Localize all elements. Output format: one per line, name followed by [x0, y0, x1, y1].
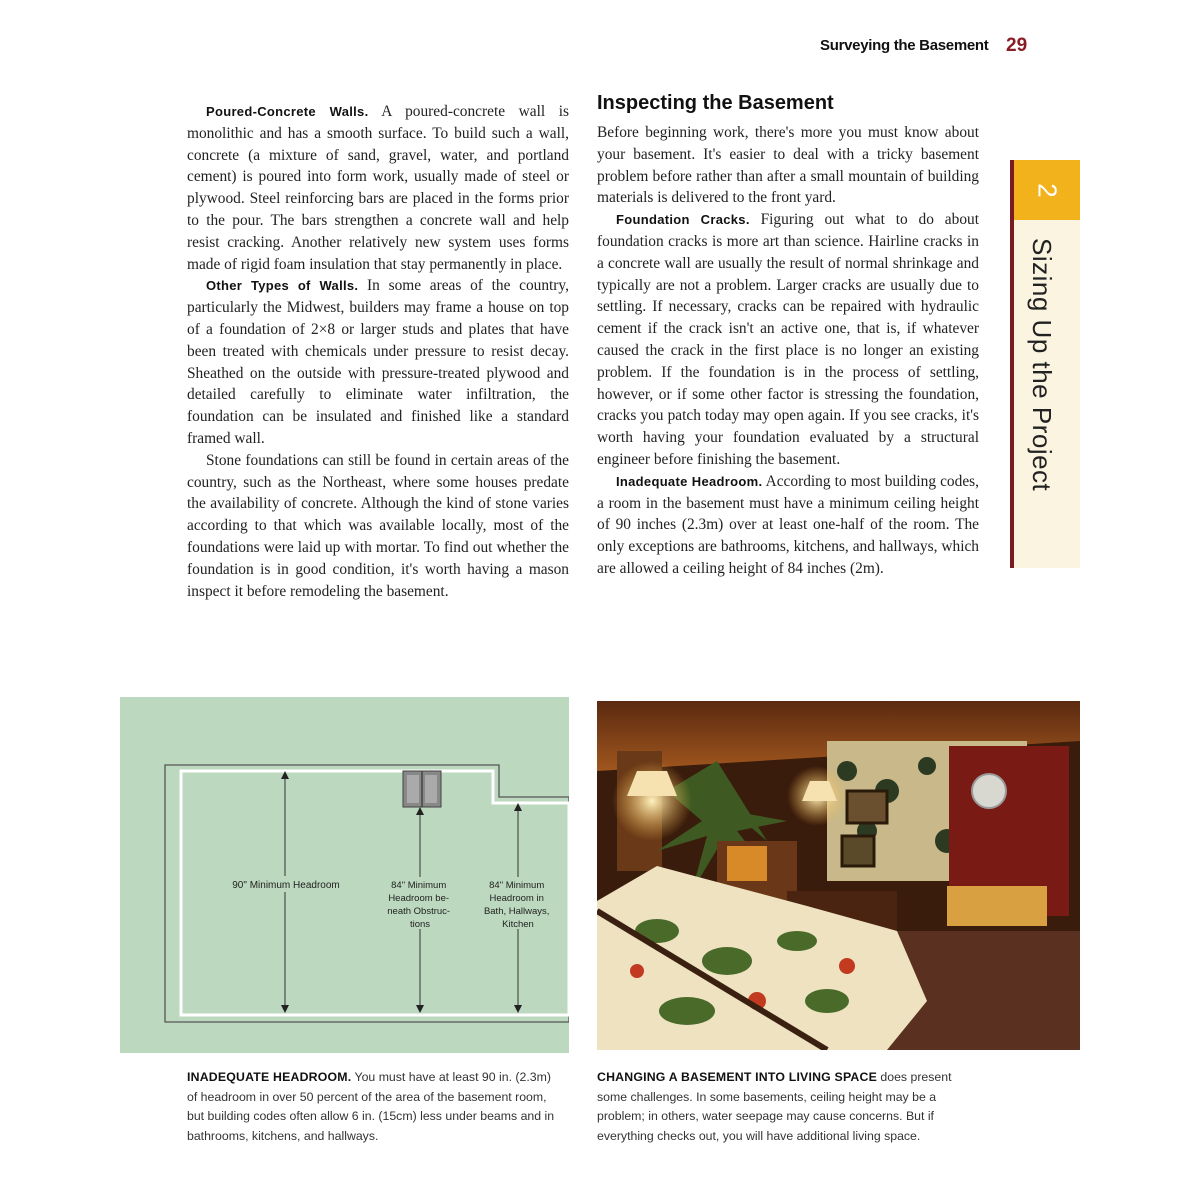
floor-plan-svg	[120, 697, 569, 1053]
living-room-photo	[597, 701, 1080, 1050]
lead-other-walls: Other Types of Walls.	[206, 278, 359, 294]
caption-living-space-body: does present some challenges. In some basements, ceiling height may be a problem; in others, water seepage may cause concerns. But if everything checks out, you will have additional living space.	[597, 1070, 952, 1143]
paragraph-intro: Before beginning work, there's more you must know about your basement. It's easier to deal with a tricky basement problem before rather than after a small mountain of building materials is delivered to the front yard.	[597, 124, 979, 207]
body-other-walls: In some areas of the country, particularly the Midwest, builders may frame a house on top of a foundation of 2×8 or larger studs and plates that have been treated with chemicals under pressure to resist decay. Sheathed on the outside with pressure-treated plywood and detailed carefully to eliminate water infiltration, the foundation can be insulated and finished like a standard framed wall.	[187, 277, 569, 447]
plaid-pillow	[727, 846, 767, 881]
lead-poured-concrete: Poured-Concrete Walls.	[206, 104, 369, 119]
arrow-obstruction-top	[416, 807, 424, 815]
photo-svg	[597, 701, 1080, 1050]
arrow-main-bottom	[281, 1005, 289, 1013]
obstruction-right	[425, 775, 437, 803]
paragraph-other-walls	[187, 275, 569, 449]
left-column	[187, 101, 569, 602]
chapter-title: Sizing Up the Project	[1027, 238, 1057, 492]
running-head: Surveying the Basement	[820, 37, 989, 54]
headroom-diagram	[120, 697, 569, 1053]
ottoman-pillows	[947, 886, 1047, 926]
caption-headroom	[187, 1068, 557, 1146]
right-column	[597, 122, 979, 580]
body-foundation-cracks: Figuring out what to do about foundation cracks is more art than science. Hairline cracks in a concrete wall are usually the result of normal shrinkage and typically are not a problem. Larger cracks are usually due to settling. If necessary, cracks can be repaired with hydraulic cement if the crack isn't an active one, that is, if whatever caused the crack in the first place is no longer an existing problem. If the foundation is in the process of settling, however, or if some other factor is stressing the foundation, cracks you patch today may open again. If you see cracks, it's worth having your foundation evaluated by a structural engineer before finishing the basement.	[597, 211, 979, 468]
caption-living-space-lead: CHANGING A BASEMENT INTO LIVING SPACE	[597, 1070, 877, 1084]
paragraph-stone-foundations: Stone foundations can still be found in certain areas of the country, such as the Northeast, where some houses predate the availability of concrete. Although the kind of stone varies according to that which was available locally, most of the foundations were laid up with mortar. To find out whether the foundation is in good condition, it's worth having a mason inspect it before remodeling the basement.	[187, 451, 569, 600]
body-poured-concrete: A poured-concrete wall is monolithic and has a smooth surface. To build such a wall, concrete (a mixture of sand, gravel, water, and portland cement) is poured into form work, usually made of steel or plywood. Steel reinforcing bars are placed in the forms prior to the pour. The bars strengthen a concrete wall and help resist cracking. Another relatively new system uses forms made of rigid foam insulation that stay permanently in place.	[187, 103, 569, 273]
lead-inadequate-headroom: Inadequate Headroom.	[616, 473, 763, 489]
framed-picture-2	[842, 836, 874, 866]
page-number: 29	[1006, 35, 1028, 56]
caption-headroom-lead: INADEQUATE HEADROOM.	[187, 1070, 352, 1084]
arrow-bath-bottom	[514, 1005, 522, 1013]
paragraph-inadequate-headroom	[597, 471, 979, 580]
label-bath-line-2: Headroom in	[489, 893, 544, 904]
caption-living-space	[597, 1068, 982, 1146]
chapter-tab	[1010, 160, 1080, 568]
chapter-number: 2	[1032, 182, 1063, 198]
cabinet-clock	[972, 774, 1006, 808]
section-heading: Inspecting the Basement	[597, 92, 834, 114]
label-obstruction-line-1: 84" Minimum	[391, 880, 447, 891]
label-bath-line-3: Bath, Hallways,	[483, 906, 550, 917]
label-bath-line-4: Kitchen	[502, 919, 534, 930]
label-obstruction-line-4: tions	[409, 919, 431, 930]
label-bath-line-1: 84" Minimum	[489, 880, 545, 891]
label-obstruction-line-2: Headroom be-	[388, 893, 450, 904]
label-main-headroom: 90" Minimum Headroom	[232, 880, 340, 891]
paragraph-foundation-cracks	[597, 209, 979, 471]
framed-picture-1	[847, 791, 887, 823]
arrow-obstruction-bottom	[416, 1005, 424, 1013]
caption-headroom-body: You must have at least 90 in. (2.3m) of headroom in over 50 percent of the area of the basement room, but building codes often allow 6 in. (15cm) less under beams and in bathrooms, kitchens, and hallways.	[187, 1070, 555, 1143]
lead-foundation-cracks: Foundation Cracks.	[616, 212, 750, 228]
label-obstruction-line-3: neath Obstruc-	[387, 906, 451, 917]
chapter-number-box	[1014, 160, 1080, 220]
obstruction-left	[407, 775, 419, 803]
body-inadequate-headroom: According to most building codes, a room in the basement must have a minimum ceiling height of 90 inches (2.3m) over at least one-half of the room. The only exceptions are bathrooms, kitchens, and hallways, which are allowed a ceiling height of 84 inches (2m).	[597, 472, 979, 577]
paragraph-poured-concrete	[187, 101, 569, 275]
